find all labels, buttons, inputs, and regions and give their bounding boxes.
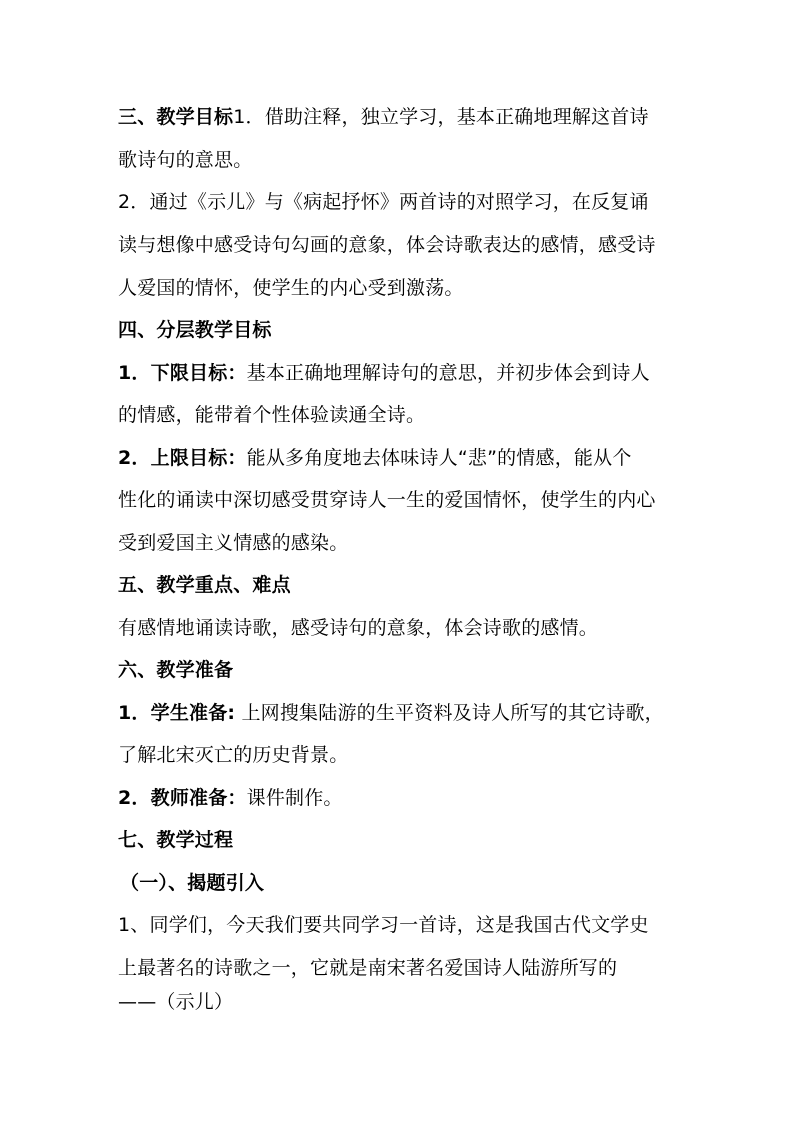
section-heading-6: 六、教学准备 xyxy=(118,659,234,681)
line-15 xyxy=(118,701,664,725)
line-17 xyxy=(118,786,343,810)
line-20 xyxy=(118,913,649,937)
body-text: 读与想像中感受诗句勾画的意象，体会诗歌表达的感情，感受诗 xyxy=(118,234,656,256)
intro-text: 1、同学们，今天我们要共同学习一首诗，这是我国古代文学史 xyxy=(118,914,649,936)
objective-1-text: 1．借助注释，独立学习，基本正确地理解这首诗 xyxy=(233,106,649,128)
line-11 xyxy=(118,531,348,555)
line-3 xyxy=(118,190,649,214)
body-text: 了解北宋灭亡的历史背景。 xyxy=(118,744,349,766)
line-5 xyxy=(118,276,464,300)
line-21 xyxy=(118,956,617,980)
subsection-heading-1: （一）、揭题引入 xyxy=(120,872,265,894)
body-text: 的情感，能带着个性体验读通全诗。 xyxy=(118,404,426,426)
section-heading-7: 七、教学过程 xyxy=(118,829,234,851)
line-6 xyxy=(118,318,272,342)
body-text: 人爱国的情怀，使学生的内心受到激荡。 xyxy=(118,277,464,299)
line-8 xyxy=(118,403,425,427)
student-prep-text: 上网搜集陆游的生平资料及诗人所写的其它诗歌， xyxy=(235,702,664,724)
line-19 xyxy=(120,871,264,895)
section-heading-4: 四、分层教学目标 xyxy=(118,319,272,341)
poem-title-text: ——（示儿） xyxy=(118,991,234,1013)
body-text: 上最著名的诗歌之一，它就是南宋著名爱国诗人陆游所写的 xyxy=(118,957,618,979)
body-text: 性化的诵读中深切感受贯穿诗人一生的爱国情怀，使学生的内心 xyxy=(118,489,656,511)
student-prep-label: 1．学生准备: xyxy=(118,702,236,724)
upper-goal-text: 能从多角度地去体味诗人“悲”的情感，能从个 xyxy=(246,447,632,469)
line-10 xyxy=(118,488,656,512)
body-text: 歌诗句的意思。 xyxy=(118,149,253,171)
lower-goal-label: 1．下限目标： xyxy=(118,362,247,384)
line-18 xyxy=(118,828,233,852)
line-4 xyxy=(118,233,656,257)
line-16 xyxy=(118,743,348,767)
line-9 xyxy=(118,446,632,470)
teacher-prep-text: 课件制作。 xyxy=(246,787,343,809)
objective-2-text: 2．通过《示儿》与《病起抒怀》两首诗的对照学习，在反复诵 xyxy=(118,191,649,213)
upper-goal-label: 2．上限目标： xyxy=(118,447,247,469)
line-12 xyxy=(118,573,291,597)
line-1 xyxy=(118,105,649,129)
key-points-text: 有感情地诵读诗歌，感受诗句的意象，体会诗歌的感情。 xyxy=(118,617,599,639)
section-heading-5: 五、教学重点、难点 xyxy=(118,574,291,596)
line-13 xyxy=(118,616,598,640)
line-22 xyxy=(118,990,233,1014)
lower-goal-text: 基本正确地理解诗句的意思，并初步体会到诗人 xyxy=(246,362,650,384)
section-heading-3: 三、教学目标 xyxy=(118,106,234,128)
line-7 xyxy=(118,361,650,385)
line-14 xyxy=(118,658,233,682)
line-2 xyxy=(118,148,252,172)
teacher-prep-label: 2．教师准备： xyxy=(118,787,247,809)
body-text: 受到爱国主义情感的感染。 xyxy=(118,532,349,554)
